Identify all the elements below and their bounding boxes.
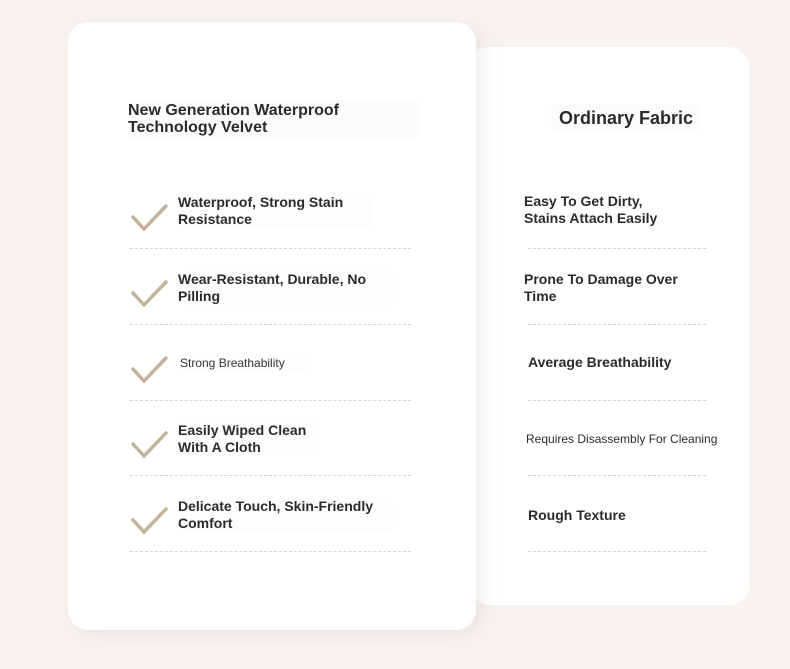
velvet-card-title: New Generation Waterproof Technology Velvet xyxy=(128,100,418,138)
velvet-feature-label: Strong Breathability xyxy=(180,355,310,372)
ordinary-feature-label: Easy To Get Dirty, Stains Attach Easily xyxy=(524,193,658,226)
velvet-feature-label: Delicate Touch, Skin-Friendly Comfort xyxy=(178,498,393,532)
check-icon xyxy=(130,276,168,310)
ordinary-feature-row xyxy=(524,248,706,325)
ordinary-feature-label: Rough Texture xyxy=(528,507,626,523)
ordinary-feature-label: Prone To Damage Over Time xyxy=(524,271,678,304)
ordinary-feature-row xyxy=(528,324,706,401)
velvet-feature-row xyxy=(130,399,411,476)
check-icon xyxy=(130,200,168,234)
check-icon xyxy=(130,352,168,386)
velvet-comparison-card xyxy=(68,22,476,630)
velvet-feature-label: Wear-Resistant, Durable, No Pilling xyxy=(178,271,393,305)
velvet-feature-label: Waterproof, Strong Stain Resistance xyxy=(178,194,373,228)
ordinary-fabric-card xyxy=(470,47,749,605)
ordinary-feature-row xyxy=(524,172,706,249)
velvet-feature-row xyxy=(130,324,411,401)
ordinary-feature-label: Average Breathability xyxy=(528,354,672,370)
velvet-feature-row xyxy=(130,248,411,325)
ordinary-feature-row xyxy=(528,475,706,552)
ordinary-feature-row xyxy=(526,399,718,476)
check-icon xyxy=(130,503,168,537)
velvet-feature-row xyxy=(130,475,411,552)
velvet-feature-row xyxy=(130,172,411,249)
ordinary-feature-label: Requires Disassembly For Cleaning xyxy=(526,432,718,446)
velvet-feature-label: Easily Wiped Clean With A Cloth xyxy=(178,422,318,456)
ordinary-card-title: Ordinary Fabric xyxy=(551,105,701,132)
check-icon xyxy=(130,427,168,461)
